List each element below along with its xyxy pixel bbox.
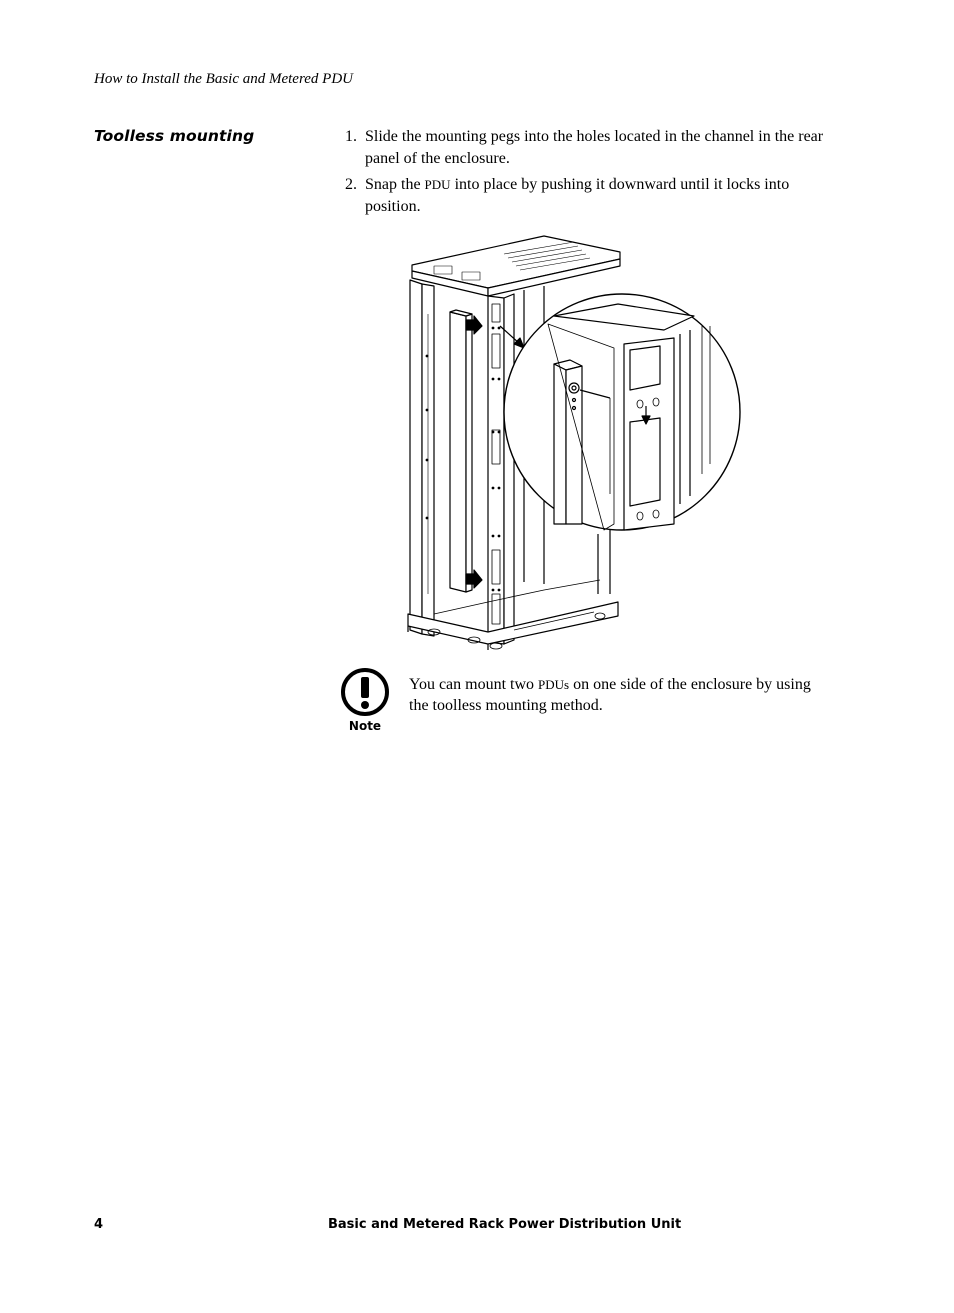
note-text-before: You can mount two bbox=[409, 676, 539, 693]
step-text-after: into place by pushing it downward until it locks into position. bbox=[365, 176, 790, 215]
step-text-before: Snap the bbox=[365, 176, 425, 193]
note-text bbox=[409, 674, 829, 716]
footer-title: Basic and Metered Rack Power Distribution Unit bbox=[328, 1217, 682, 1232]
section-title: Toolless mounting bbox=[94, 127, 255, 145]
step-text: Slide the mounting pegs into the holes located in the channel in the rear panel of the enclosure. bbox=[365, 128, 824, 167]
page-number: 4 bbox=[94, 1217, 104, 1232]
note-abbr: PDUs bbox=[538, 677, 570, 692]
step-abbr: PDU bbox=[424, 177, 451, 192]
note-label: Note bbox=[348, 719, 382, 733]
steps-list bbox=[342, 126, 832, 222]
step-number: 2. bbox=[345, 176, 357, 193]
step-item bbox=[342, 126, 832, 170]
note-text-after: on one side of the enclosure by using the toolless mounting method. bbox=[409, 676, 811, 714]
step-item bbox=[342, 174, 832, 218]
step-number: 1. bbox=[345, 128, 357, 145]
running-header: How to Install the Basic and Metered PDU bbox=[94, 71, 353, 87]
rack-enclosure-pdu-mounting-illustration bbox=[404, 234, 744, 650]
